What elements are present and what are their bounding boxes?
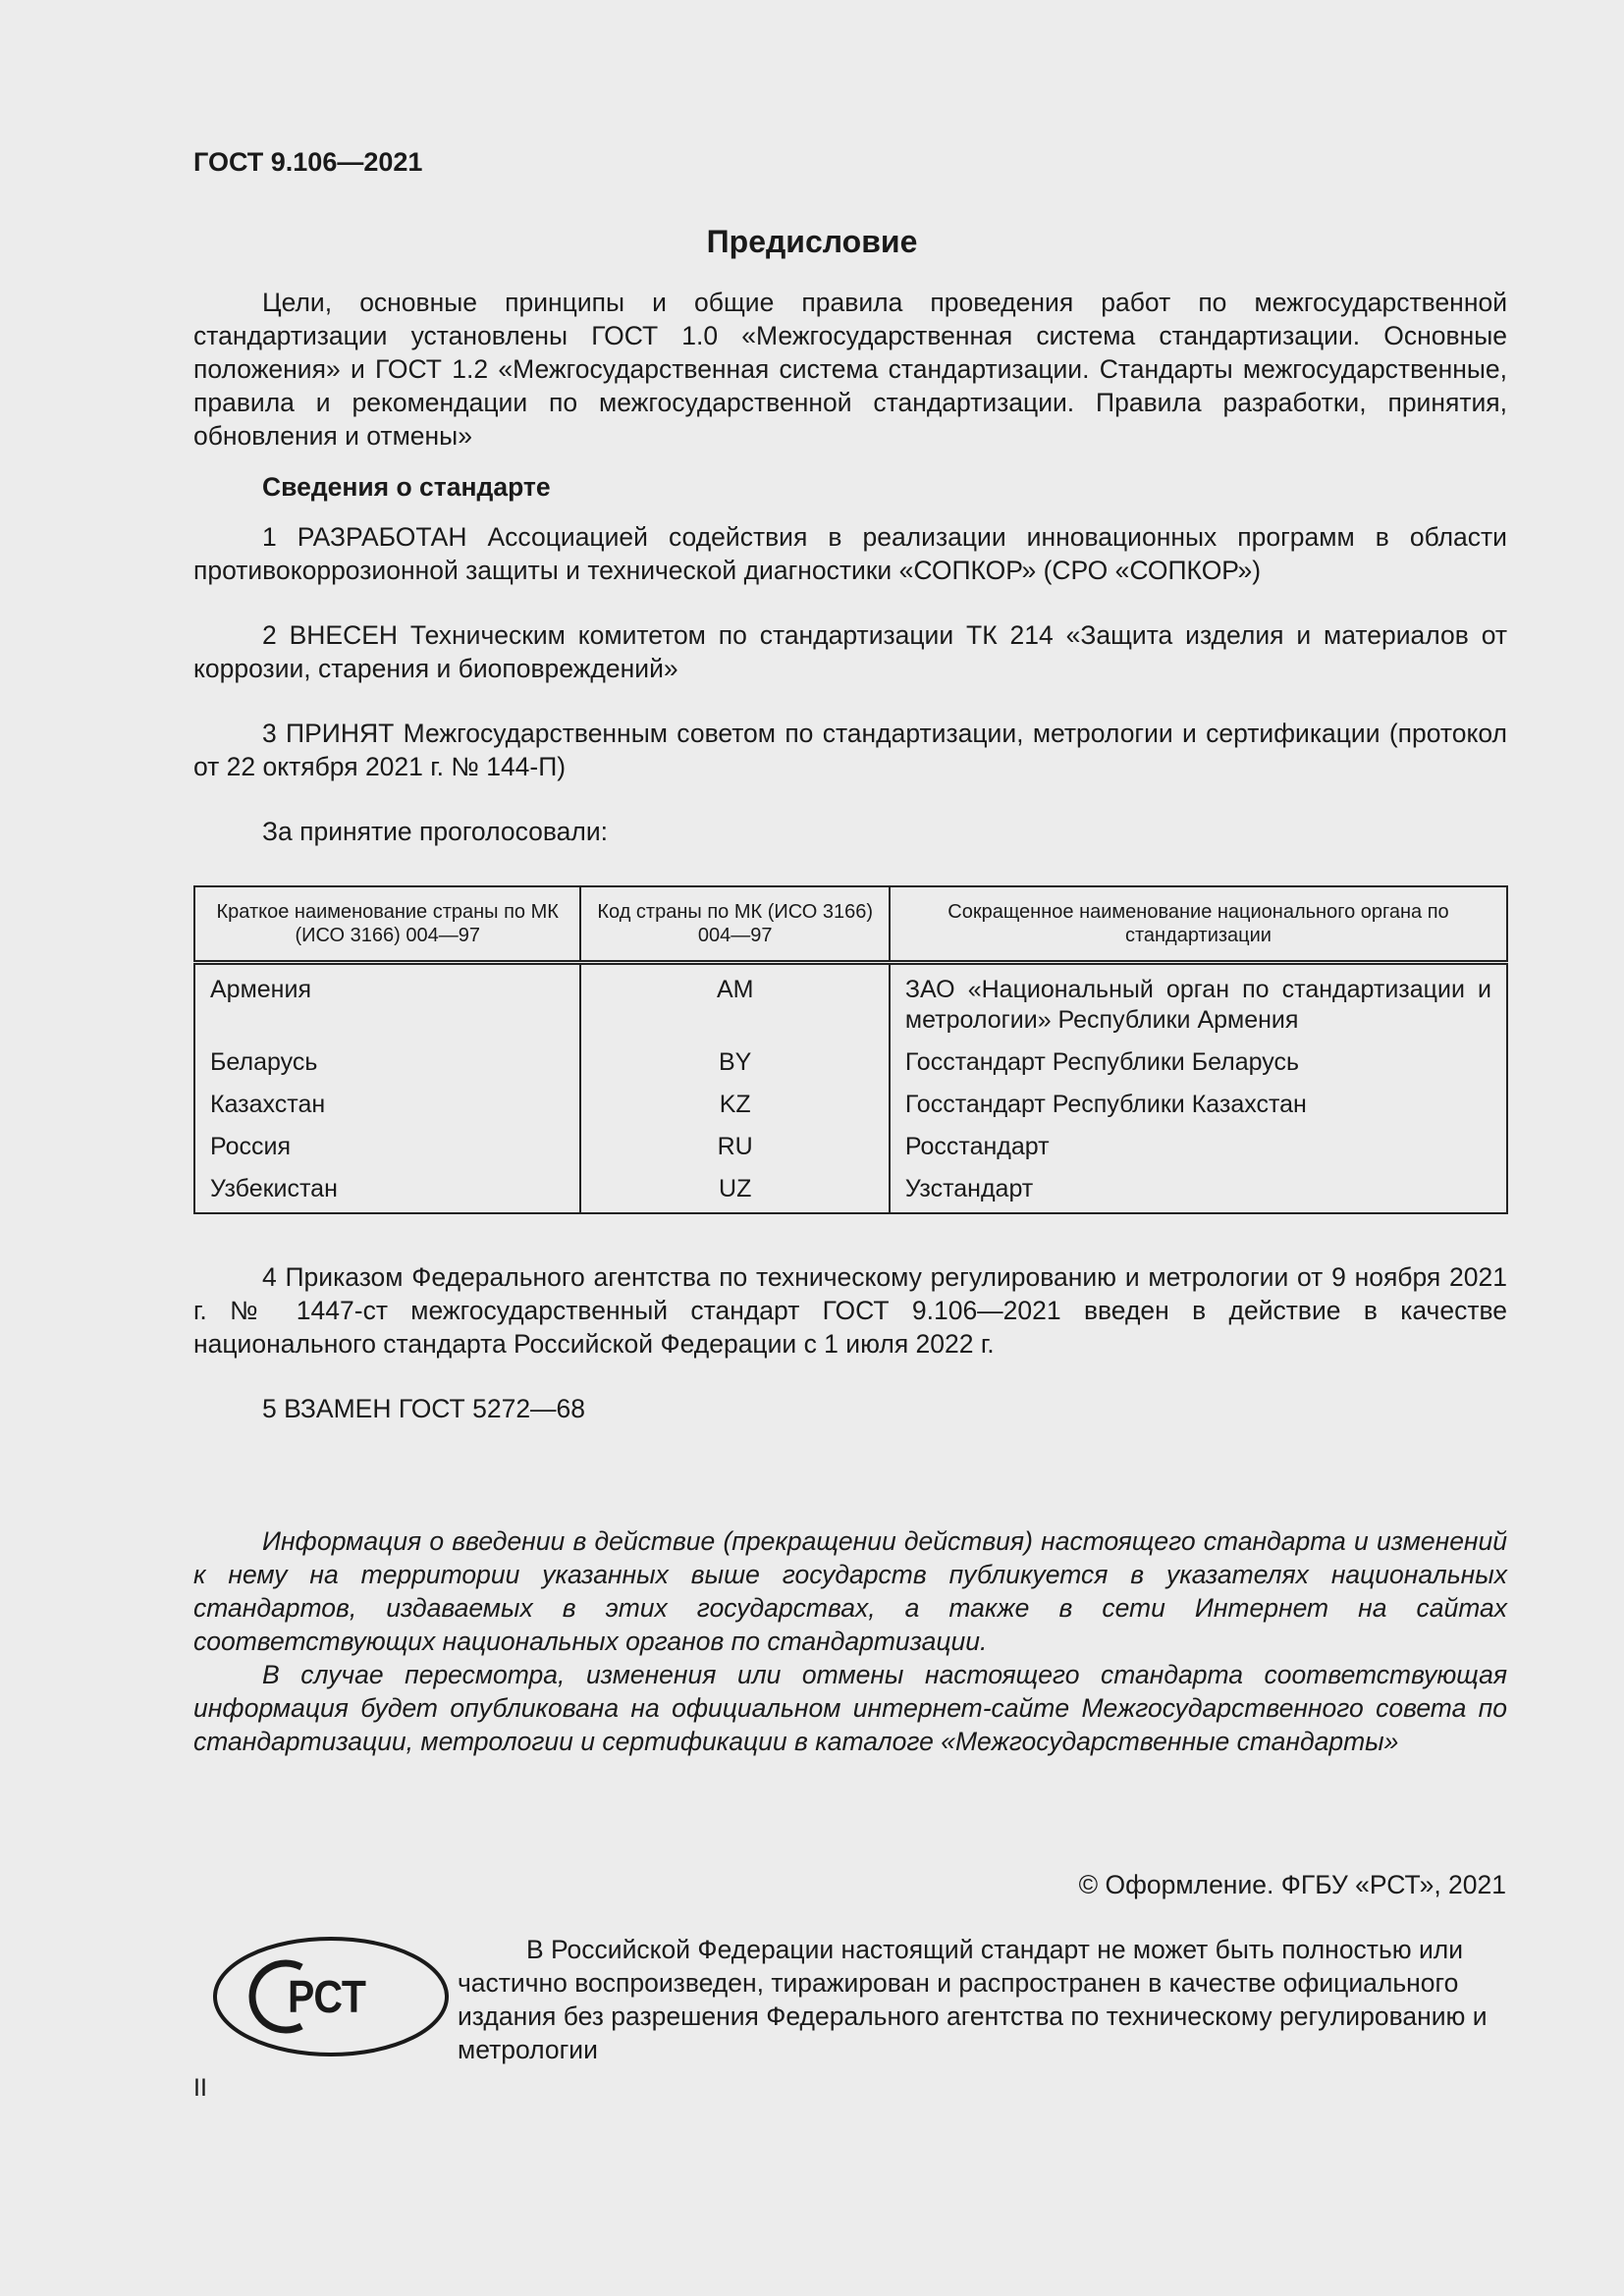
cell-code: AM [580,963,889,1039]
cell-country: Беларусь [194,1038,580,1080]
logo-text: РСТ [288,1971,366,2022]
column-header-code: Код страны по МК (ИСО 3166) 004—97 [580,886,889,963]
column-header-organization: Сокращенное наименование национального органа по стандартизации [890,886,1507,963]
table-row [194,963,1507,1039]
table-row [194,1038,1507,1080]
page-number: II [193,2074,207,2102]
item-replaces: 5 ВЗАМЕН ГОСТ 5272—68 [262,1394,586,1423]
item-introduced: 2 ВНЕСЕН Техническим комитетом по стандартизации ТК 214 «Защита изделия и материалов от коррозии, старения и биоповреждений» [193,620,1507,683]
table-row [194,1164,1507,1213]
section-heading: Сведения о стандарте [262,472,551,502]
cell-country: Армения [194,963,580,1039]
cell-country: Узбекистан [194,1164,580,1213]
table-header-row [194,886,1507,963]
voted-label: За принятие проголосовали: [262,817,609,846]
document-id: ГОСТ 9.106—2021 [193,147,423,177]
intro-paragraph: Цели, основные принципы и общие правила проведения работ по межгосударственной стандартизации установлены ГОСТ 1.0 «Межгосударственная система стандартизации. Основные положения» и ГОСТ 1.2 «Межгосударственная система стандартизации. Стандарты межгосударственные, правила и рекомендации по межгосударственной стандартизации. Правила разработки, принятия, обновления и отмены» [193,288,1507,451]
cell-code: BY [580,1038,889,1080]
cell-organization: Госстандарт Республики Беларусь [890,1038,1507,1080]
item-adopted: 3 ПРИНЯТ Межгосударственным советом по стандартизации, метрологии и сертификации (протокол от 22 октября 2021 г. № 144-П) [193,719,1507,781]
copyright-line: © Оформление. ФГБУ «РСТ», 2021 [1078,1870,1506,1899]
notice-info: Информация о введении в действие (прекращении действия) настоящего стандарта и изменений к нему на территории указанных выше государств публикуется в указателях национальных стандартов, издаваемых в этих государствах, а также в сети Интернет на сайтах соответствующих национальных органов по стандартизации. [193,1526,1507,1656]
cell-organization: Росстандарт [890,1122,1507,1164]
cell-organization: Госстандарт Республики Казахстан [890,1080,1507,1122]
cell-code: UZ [580,1164,889,1213]
table-row [194,1122,1507,1164]
rst-logo-icon [211,1934,452,2059]
cell-code: RU [580,1122,889,1164]
cell-organization: ЗАО «Национальный орган по стандартизации и метрологии» Республики Армения [890,963,1507,1039]
page-title: Предисловие [706,224,918,259]
rights-notice: В Российской Федерации настоящий стандарт не может быть полностью или частично воспроизведен, тиражирован и распространен в качестве официального издания без разрешения Федерального агентства по техническому регулированию и метрологии [458,1935,1488,2064]
cell-organization: Узстандарт [890,1164,1507,1213]
item-order: 4 Приказом Федерального агентства по техническому регулированию и метрологии от 9 ноября 2021 г. № 1447-ст межгосударственный стандарт ГОСТ 9.106—2021 введен в действие в качестве национального стандарта Российской Федерации с 1 июля 2022 г. [193,1262,1507,1359]
table-row [194,1080,1507,1122]
notice-revision: В случае пересмотра, изменения или отмены настоящего стандарта соответствующая информация будет опубликована на официальном интернет-сайте Межгосударственного совета по стандартизации, метрологии и сертификации в каталоге «Межгосударственные стандарты» [193,1660,1507,1756]
cell-country: Россия [194,1122,580,1164]
cell-country: Казахстан [194,1080,580,1122]
voting-table [193,885,1508,1214]
cell-code: KZ [580,1080,889,1122]
column-header-country: Краткое наименование страны по МК (ИСО 3166) 004—97 [194,886,580,963]
item-developed: 1 РАЗРАБОТАН Ассоциацией содействия в реализации инновационных программ в области противокоррозионной защиты и технической диагностики «СОПКОР» (СРО «СОПКОР») [193,522,1507,585]
